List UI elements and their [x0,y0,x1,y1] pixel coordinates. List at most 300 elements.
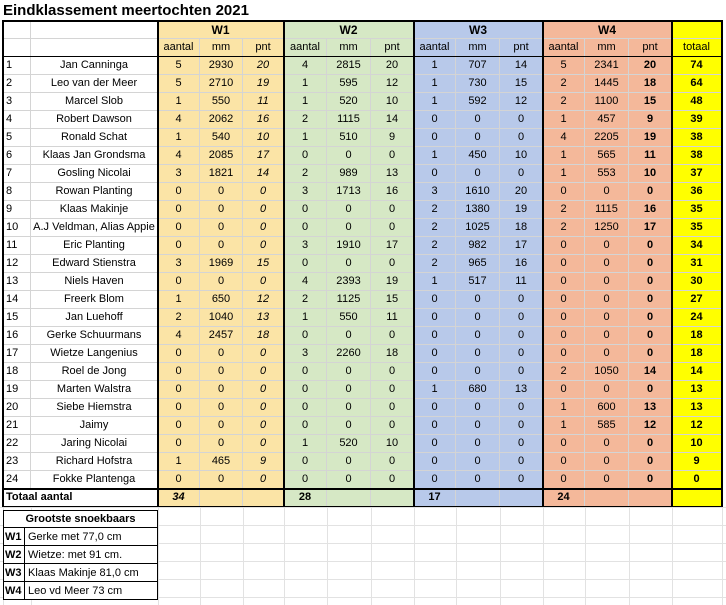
w1-aantal-cell: 4 [158,111,200,129]
w4-mm-cell: 2341 [585,57,629,75]
w2-aantal-cell: 2 [284,291,327,309]
w2-pnt-cell: 17 [371,237,414,255]
w4-pnt-cell: 9 [629,111,672,129]
footer-border-top [2,488,723,490]
w4-pnt-cell: 17 [629,219,672,237]
total-cell: 35 [672,201,722,219]
total-cell: 38 [672,147,722,165]
name-cell: Robert Dawson [31,111,158,129]
rank-cell: 15 [3,309,31,327]
w2-mm-cell: 520 [327,93,371,111]
w3-pnt-cell: 20 [500,183,543,201]
w3-aantal-cell: 1 [414,93,456,111]
footer-blank [243,489,284,507]
w2-pnt-cell: 0 [371,327,414,345]
w1-mm-cell: 0 [200,435,243,453]
w1-pnt-cell: 0 [243,381,284,399]
w3-mm-cell: 0 [456,327,500,345]
w2-pnt-cell: 18 [371,345,414,363]
group-header-w4: W4 [543,21,672,39]
w2-pnt-cell: 0 [371,471,414,489]
w2-mm-cell: 1125 [327,291,371,309]
w1-mm-cell: 550 [200,93,243,111]
w4-aantal-cell: 2 [543,93,585,111]
column-header-mm: mm [200,39,243,57]
rank-cell: 6 [3,147,31,165]
column-header-mm: mm [456,39,500,57]
w3-mm-cell: 0 [456,453,500,471]
sheet-title: Eindklassement meertochten 2021 [3,2,249,19]
w3-mm-cell: 0 [456,345,500,363]
w3-mm-cell: 450 [456,147,500,165]
name-cell: Siebe Hiemstra [31,399,158,417]
column-header-pnt: pnt [243,39,284,57]
w1-mm-cell: 0 [200,381,243,399]
rank-cell: 4 [3,111,31,129]
w3-aantal-cell: 0 [414,111,456,129]
w2-aantal-cell: 1 [284,129,327,147]
w2-aantal-cell: 0 [284,453,327,471]
w1-pnt-cell: 0 [243,417,284,435]
w1-pnt-cell: 17 [243,147,284,165]
w3-pnt-cell: 0 [500,165,543,183]
w1-mm-cell: 2930 [200,57,243,75]
w3-aantal-cell: 1 [414,75,456,93]
column-header-aantal: aantal [543,39,585,57]
group-header-w1: W1 [158,21,284,39]
w4-mm-cell: 0 [585,471,629,489]
w3-aantal-cell: 1 [414,381,456,399]
w2-pnt-cell: 14 [371,111,414,129]
w3-mm-cell: 0 [456,417,500,435]
total-cell: 48 [672,93,722,111]
w4-aantal-cell: 1 [543,111,585,129]
total-cell: 39 [672,111,722,129]
name-cell: Freerk Blom [31,291,158,309]
column-header-mm: mm [327,39,371,57]
w3-aantal-cell: 3 [414,183,456,201]
w1-pnt-cell: 0 [243,273,284,291]
w3-aantal-cell: 0 [414,435,456,453]
snoekbaars-week: W4 [3,582,25,600]
w1-pnt-cell: 0 [243,435,284,453]
w3-mm-cell: 1025 [456,219,500,237]
rank-cell: 12 [3,255,31,273]
w3-pnt-cell: 0 [500,129,543,147]
w3-pnt-cell: 11 [500,273,543,291]
w2-pnt-cell: 0 [371,453,414,471]
w1-mm-cell: 0 [200,237,243,255]
total-cell: 18 [672,345,722,363]
w4-aantal-cell: 2 [543,75,585,93]
w2-pnt-cell: 0 [371,147,414,165]
w4-mm-cell: 1445 [585,75,629,93]
table-border-vertical [157,21,159,507]
w3-mm-cell: 730 [456,75,500,93]
w4-aantal-cell: 0 [543,345,585,363]
w2-aantal-cell: 0 [284,327,327,345]
w3-pnt-cell: 0 [500,327,543,345]
w3-pnt-cell: 0 [500,363,543,381]
w3-aantal-cell: 0 [414,453,456,471]
rank-cell: 19 [3,381,31,399]
w3-aantal-cell: 0 [414,291,456,309]
w2-mm-cell: 1910 [327,237,371,255]
w2-mm-cell: 0 [327,417,371,435]
w4-mm-cell: 0 [585,255,629,273]
w1-mm-cell: 0 [200,219,243,237]
name-cell: Marcel Slob [31,93,158,111]
w4-aantal-cell: 2 [543,201,585,219]
w4-aantal-cell: 0 [543,471,585,489]
name-cell: Roel de Jong [31,363,158,381]
total-cell: 24 [672,309,722,327]
w2-aantal-cell: 0 [284,255,327,273]
w3-mm-cell: 982 [456,237,500,255]
w4-aantal-cell: 0 [543,291,585,309]
total-cell: 9 [672,453,722,471]
w2-aantal-cell: 3 [284,345,327,363]
total-cell: 30 [672,273,722,291]
w1-mm-cell: 540 [200,129,243,147]
w2-mm-cell: 1115 [327,111,371,129]
total-cell: 12 [672,417,722,435]
footer-blank [672,489,722,507]
total-cell: 13 [672,381,722,399]
w1-pnt-cell: 16 [243,111,284,129]
w2-mm-cell: 0 [327,453,371,471]
w3-pnt-cell: 10 [500,147,543,165]
w4-pnt-cell: 13 [629,399,672,417]
w1-mm-cell: 1821 [200,165,243,183]
w4-pnt-cell: 0 [629,309,672,327]
gridline [284,507,285,605]
rank-cell: 10 [3,219,31,237]
w2-pnt-cell: 0 [371,381,414,399]
w1-pnt-cell: 0 [243,201,284,219]
w2-pnt-cell: 16 [371,183,414,201]
footer-blank [371,489,414,507]
w2-mm-cell: 0 [327,255,371,273]
rank-cell: 11 [3,237,31,255]
w1-pnt-cell: 13 [243,309,284,327]
w3-pnt-cell: 14 [500,57,543,75]
w3-pnt-cell: 13 [500,381,543,399]
w3-aantal-cell: 0 [414,327,456,345]
name-cell: Jan Luehoff [31,309,158,327]
w1-aantal-cell: 3 [158,165,200,183]
w4-pnt-cell: 12 [629,417,672,435]
rank-cell: 7 [3,165,31,183]
w2-mm-cell: 520 [327,435,371,453]
table-border-top [2,20,723,22]
w1-aantal-cell: 1 [158,93,200,111]
rank-cell: 18 [3,363,31,381]
w1-pnt-cell: 19 [243,75,284,93]
w3-pnt-cell: 0 [500,291,543,309]
total-cell: 36 [672,183,722,201]
name-cell: Gosling Nicolai [31,165,158,183]
w4-mm-cell: 0 [585,327,629,345]
snoekbaars-record: Leo vd Meer 73 cm [25,582,158,600]
total-cell: 38 [672,129,722,147]
w3-mm-cell: 1610 [456,183,500,201]
w1-aantal-cell: 4 [158,147,200,165]
w3-mm-cell: 517 [456,273,500,291]
w1-pnt-cell: 0 [243,237,284,255]
footer-count-w3: 17 [414,489,456,507]
w4-mm-cell: 0 [585,183,629,201]
w1-mm-cell: 2710 [200,75,243,93]
w3-pnt-cell: 0 [500,345,543,363]
gridline [200,507,201,605]
name-cell: Ronald Schat [31,129,158,147]
header-blank [672,21,722,39]
w2-aantal-cell: 0 [284,147,327,165]
column-header-pnt: pnt [500,39,543,57]
w2-aantal-cell: 1 [284,309,327,327]
w1-aantal-cell: 3 [158,255,200,273]
gridline [371,507,372,605]
w2-mm-cell: 0 [327,381,371,399]
w4-pnt-cell: 11 [629,147,672,165]
w2-pnt-cell: 10 [371,435,414,453]
w3-mm-cell: 0 [456,291,500,309]
footer-blank [456,489,500,507]
total-cell: 13 [672,399,722,417]
table-border-vertical [413,21,415,507]
w1-pnt-cell: 0 [243,219,284,237]
w3-mm-cell: 592 [456,93,500,111]
w1-mm-cell: 0 [200,471,243,489]
w3-aantal-cell: 0 [414,165,456,183]
w3-mm-cell: 0 [456,129,500,147]
w1-aantal-cell: 5 [158,75,200,93]
w3-aantal-cell: 1 [414,273,456,291]
w4-pnt-cell: 10 [629,165,672,183]
snoekbaars-week: W2 [3,546,25,564]
w1-mm-cell: 0 [200,345,243,363]
column-header-aantal: aantal [158,39,200,57]
footer-count-w2: 28 [284,489,327,507]
gridline [414,507,415,605]
w1-aantal-cell: 1 [158,291,200,309]
w3-aantal-cell: 2 [414,219,456,237]
w3-pnt-cell: 0 [500,309,543,327]
w4-aantal-cell: 1 [543,399,585,417]
w3-pnt-cell: 0 [500,417,543,435]
w4-mm-cell: 585 [585,417,629,435]
w4-mm-cell: 565 [585,147,629,165]
rank-cell: 2 [3,75,31,93]
w2-aantal-cell: 2 [284,111,327,129]
w3-mm-cell: 680 [456,381,500,399]
w3-pnt-cell: 0 [500,435,543,453]
w4-aantal-cell: 0 [543,309,585,327]
w2-mm-cell: 0 [327,471,371,489]
w4-mm-cell: 553 [585,165,629,183]
w2-mm-cell: 0 [327,363,371,381]
w4-mm-cell: 1250 [585,219,629,237]
w2-aantal-cell: 1 [284,93,327,111]
w3-mm-cell: 0 [456,309,500,327]
w3-pnt-cell: 18 [500,219,543,237]
gridline [158,507,159,605]
w3-mm-cell: 0 [456,435,500,453]
w2-aantal-cell: 0 [284,201,327,219]
w4-pnt-cell: 0 [629,381,672,399]
rank-cell: 14 [3,291,31,309]
name-cell: Wietze Langenius [31,345,158,363]
w4-mm-cell: 1115 [585,201,629,219]
total-cell: 0 [672,471,722,489]
w1-aantal-cell: 0 [158,237,200,255]
w4-mm-cell: 0 [585,309,629,327]
w2-pnt-cell: 9 [371,129,414,147]
w3-pnt-cell: 15 [500,75,543,93]
w4-mm-cell: 0 [585,273,629,291]
w1-pnt-cell: 10 [243,129,284,147]
w4-aantal-cell: 0 [543,237,585,255]
w4-pnt-cell: 0 [629,327,672,345]
w1-pnt-cell: 0 [243,183,284,201]
w4-aantal-cell: 1 [543,147,585,165]
table-border-vertical [542,21,544,507]
w1-aantal-cell: 5 [158,57,200,75]
w4-aantal-cell: 0 [543,327,585,345]
w1-aantal-cell: 0 [158,345,200,363]
name-cell: Eric Planting [31,237,158,255]
w1-pnt-cell: 0 [243,399,284,417]
column-header-mm: mm [585,39,629,57]
w2-pnt-cell: 12 [371,75,414,93]
w3-pnt-cell: 19 [500,201,543,219]
column-header-aantal: aantal [284,39,327,57]
w2-pnt-cell: 0 [371,219,414,237]
w1-pnt-cell: 0 [243,345,284,363]
name-cell: Niels Haven [31,273,158,291]
header-blank [3,39,31,57]
w3-aantal-cell: 0 [414,129,456,147]
w2-pnt-cell: 11 [371,309,414,327]
gridline [722,507,723,605]
w2-mm-cell: 0 [327,201,371,219]
w2-pnt-cell: 0 [371,201,414,219]
w4-pnt-cell: 0 [629,453,672,471]
w2-mm-cell: 0 [327,399,371,417]
rank-cell: 20 [3,399,31,417]
w4-aantal-cell: 0 [543,453,585,471]
w4-mm-cell: 600 [585,399,629,417]
w4-mm-cell: 0 [585,345,629,363]
table-border-vertical [671,21,673,507]
w4-mm-cell: 2205 [585,129,629,147]
gridline [672,507,673,605]
w4-aantal-cell: 2 [543,219,585,237]
rank-cell: 22 [3,435,31,453]
rank-cell: 16 [3,327,31,345]
total-cell: 27 [672,291,722,309]
w4-mm-cell: 0 [585,435,629,453]
w3-mm-cell: 707 [456,57,500,75]
w4-aantal-cell: 0 [543,255,585,273]
w2-mm-cell: 0 [327,219,371,237]
w1-pnt-cell: 12 [243,291,284,309]
w1-mm-cell: 2062 [200,111,243,129]
w4-pnt-cell: 15 [629,93,672,111]
w2-pnt-cell: 20 [371,57,414,75]
rank-cell: 13 [3,273,31,291]
w2-mm-cell: 2815 [327,57,371,75]
w3-pnt-cell: 12 [500,93,543,111]
w1-aantal-cell: 0 [158,381,200,399]
w2-pnt-cell: 10 [371,93,414,111]
w4-pnt-cell: 0 [629,237,672,255]
footer-blank [327,489,371,507]
w3-pnt-cell: 0 [500,453,543,471]
w4-pnt-cell: 14 [629,363,672,381]
footer-blank [629,489,672,507]
w4-aantal-cell: 5 [543,57,585,75]
name-cell: Fokke Plantenga [31,471,158,489]
w4-aantal-cell: 0 [543,381,585,399]
header-blank [31,21,158,39]
w4-pnt-cell: 18 [629,75,672,93]
table-border-vertical [721,21,723,507]
w2-mm-cell: 2393 [327,273,371,291]
w1-pnt-cell: 14 [243,165,284,183]
w1-aantal-cell: 4 [158,327,200,345]
w1-aantal-cell: 0 [158,399,200,417]
w4-mm-cell: 0 [585,237,629,255]
w3-aantal-cell: 0 [414,363,456,381]
total-cell: 35 [672,219,722,237]
w4-mm-cell: 457 [585,111,629,129]
w4-aantal-cell: 1 [543,165,585,183]
w2-aantal-cell: 0 [284,363,327,381]
w1-pnt-cell: 18 [243,327,284,345]
header-blank [3,21,31,39]
w1-aantal-cell: 1 [158,129,200,147]
w1-mm-cell: 465 [200,453,243,471]
w4-mm-cell: 0 [585,291,629,309]
w3-aantal-cell: 0 [414,471,456,489]
total-cell: 37 [672,165,722,183]
total-cell: 18 [672,327,722,345]
header-blank [31,39,158,57]
w2-aantal-cell: 4 [284,57,327,75]
rank-cell: 17 [3,345,31,363]
name-cell: Richard Hofstra [31,453,158,471]
w2-pnt-cell: 15 [371,291,414,309]
w1-mm-cell: 1969 [200,255,243,273]
w1-mm-cell: 0 [200,201,243,219]
gridline [327,507,328,605]
w4-aantal-cell: 1 [543,417,585,435]
snoekbaars-week: W1 [3,528,25,546]
w4-mm-cell: 1050 [585,363,629,381]
w3-pnt-cell: 0 [500,471,543,489]
total-cell: 10 [672,435,722,453]
table-border-vertical [2,21,4,507]
header-divider [2,56,723,57]
w1-pnt-cell: 15 [243,255,284,273]
w2-mm-cell: 550 [327,309,371,327]
w1-mm-cell: 2457 [200,327,243,345]
w4-pnt-cell: 0 [629,345,672,363]
w3-mm-cell: 0 [456,111,500,129]
footer-label: Totaal aantal [3,489,158,507]
